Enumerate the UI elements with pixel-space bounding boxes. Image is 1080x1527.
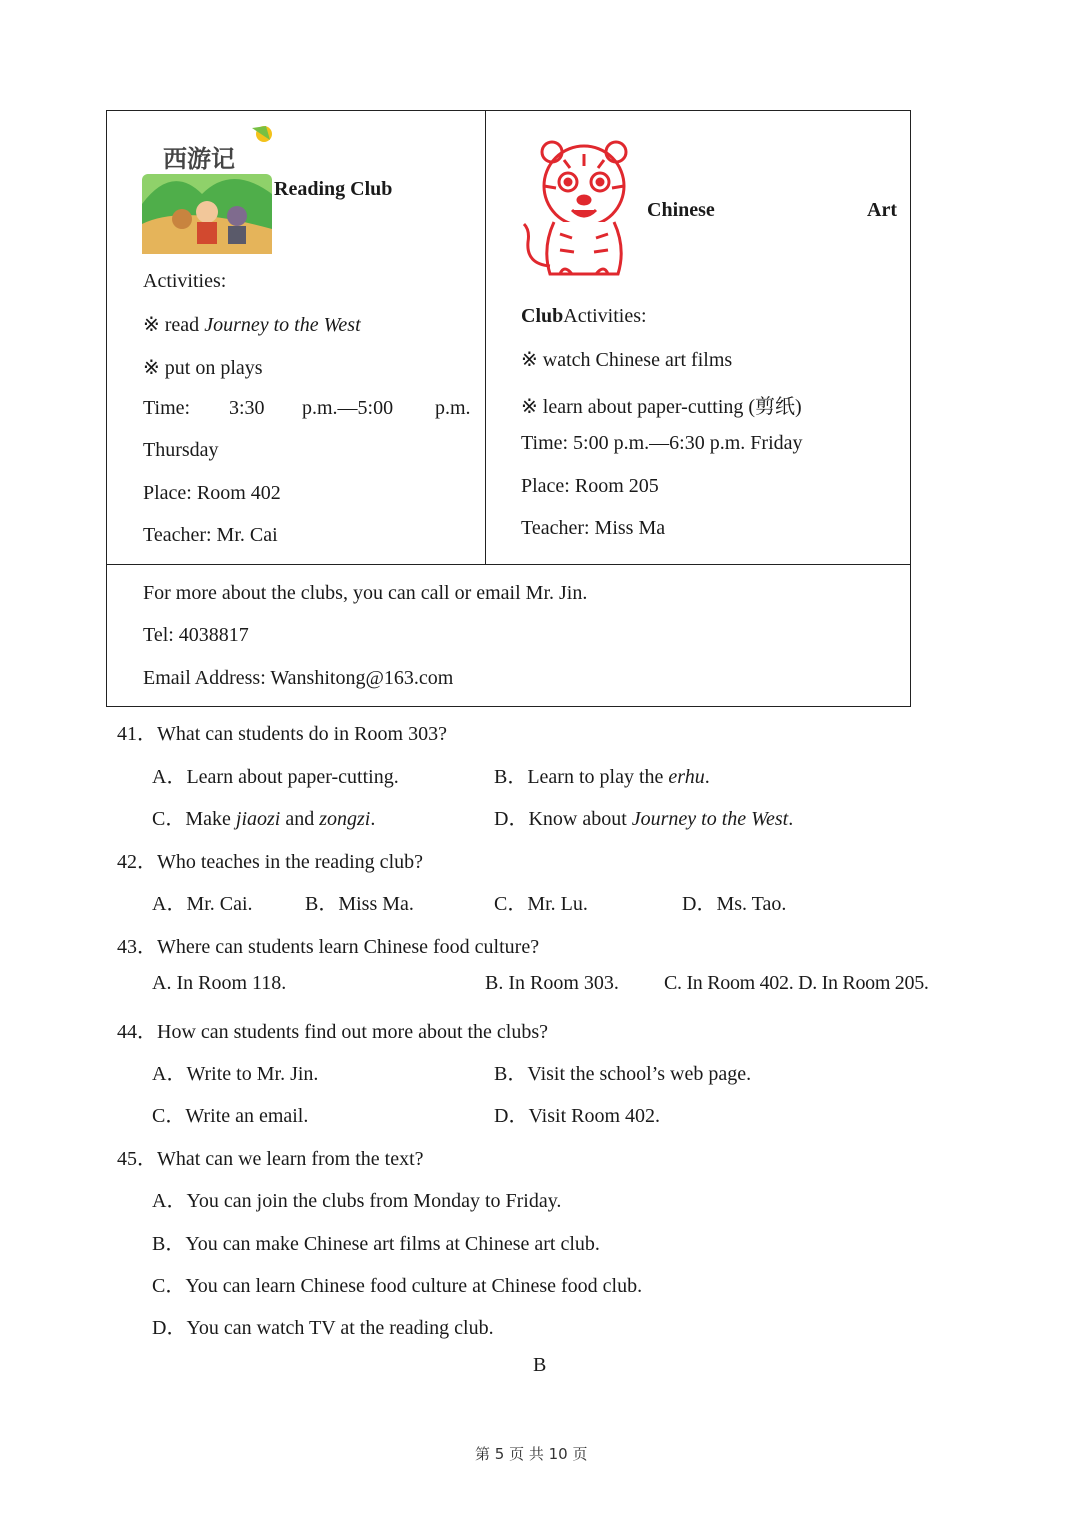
art-place: Place: Room 205 [521,475,659,497]
art-teacher: Teacher: Miss Ma [521,517,666,539]
reading-time-start: 3:30 [229,397,265,419]
contact-tel: Tel: 4038817 [143,624,249,646]
q44-option-c: C．Write an email. [152,1105,309,1127]
art-club-title-word2: Art [867,199,897,221]
art-activities-label: ClubActivities: [521,305,647,327]
q44-stem: 44．How can students find out more about the clubs? [117,1021,549,1043]
reading-place: Place: Room 402 [143,482,281,504]
q41-option-c: C．Make jiaozi and zongzi. [152,808,376,830]
table-column-divider [485,110,486,565]
reading-time-end: p.m. [435,397,471,419]
q42-option-a: A．Mr. Cai. [152,893,253,915]
q45-option-c: C．You can learn Chinese food culture at Chinese food club. [152,1275,643,1297]
q45-option-a: A．You can join the clubs from Monday to Friday. [152,1190,562,1212]
q43-option-b: B. In Room 303. [485,972,619,994]
reading-time-label: Time: [143,397,191,419]
q41-option-b: B．Learn to play the erhu. [494,766,710,788]
contact-email: Email Address: Wanshitong@163.com [143,667,454,689]
q41-stem: 41．What can students do in Room 303? [117,723,447,745]
reading-teacher: Teacher: Mr. Cai [143,524,278,546]
q45-option-b: B．You can make Chinese art films at Chinese art club. [152,1233,600,1255]
q45-option-d: D．You can watch TV at the reading club. [152,1317,494,1339]
q42-stem: 42．Who teaches in the reading club? [117,851,423,873]
table-row-divider [106,564,911,565]
q42-option-b: B．Miss Ma. [305,893,414,915]
art-time: Time: 5:00 p.m.—6:30 p.m. Friday [521,432,803,454]
journey-logo-text: 西游记 [163,147,235,173]
reading-time-day: Thursday [143,439,219,461]
art-activity-1: ※ watch Chinese art films [521,349,733,371]
reading-club-title: Reading Club [274,178,393,200]
q44-option-d: D．Visit Room 402. [494,1105,661,1127]
contact-line: For more about the clubs, you can call or email Mr. Jin. [143,582,588,604]
q43-option-a: A. In Room 118. [152,972,287,994]
reading-activities-label: Activities: [143,270,227,292]
art-activity-2: ※ learn about paper-cutting (剪纸) [521,396,802,418]
q44-option-a: A．Write to Mr. Jin. [152,1063,319,1085]
q42-option-c: C．Mr. Lu. [494,893,588,915]
q44-option-b: B．Visit the school’s web page. [494,1063,752,1085]
q43-option-cd: C. In Room 402. D. In Room 205. [664,972,929,994]
page-footer: 第 5 页 共 10 页 [475,1445,588,1463]
section-letter: B [533,1354,547,1376]
q43-stem: 43．Where can students learn Chinese food culture? [117,936,540,958]
paper-cut-tiger-illustration [520,138,648,284]
art-club-title-word1: Chinese [647,199,715,221]
q41-option-d: D．Know about Journey to the West. [494,808,794,830]
reading-activity-1: ※ read Journey to the West [143,314,361,336]
reading-time-mid: p.m.—5:00 [302,397,394,419]
q41-option-a: A．Learn about paper-cutting. [152,766,399,788]
q45-stem: 45．What can we learn from the text? [117,1148,424,1170]
q42-option-d: D．Ms. Tao. [682,893,787,915]
reading-activity-2: ※ put on plays [143,357,263,379]
